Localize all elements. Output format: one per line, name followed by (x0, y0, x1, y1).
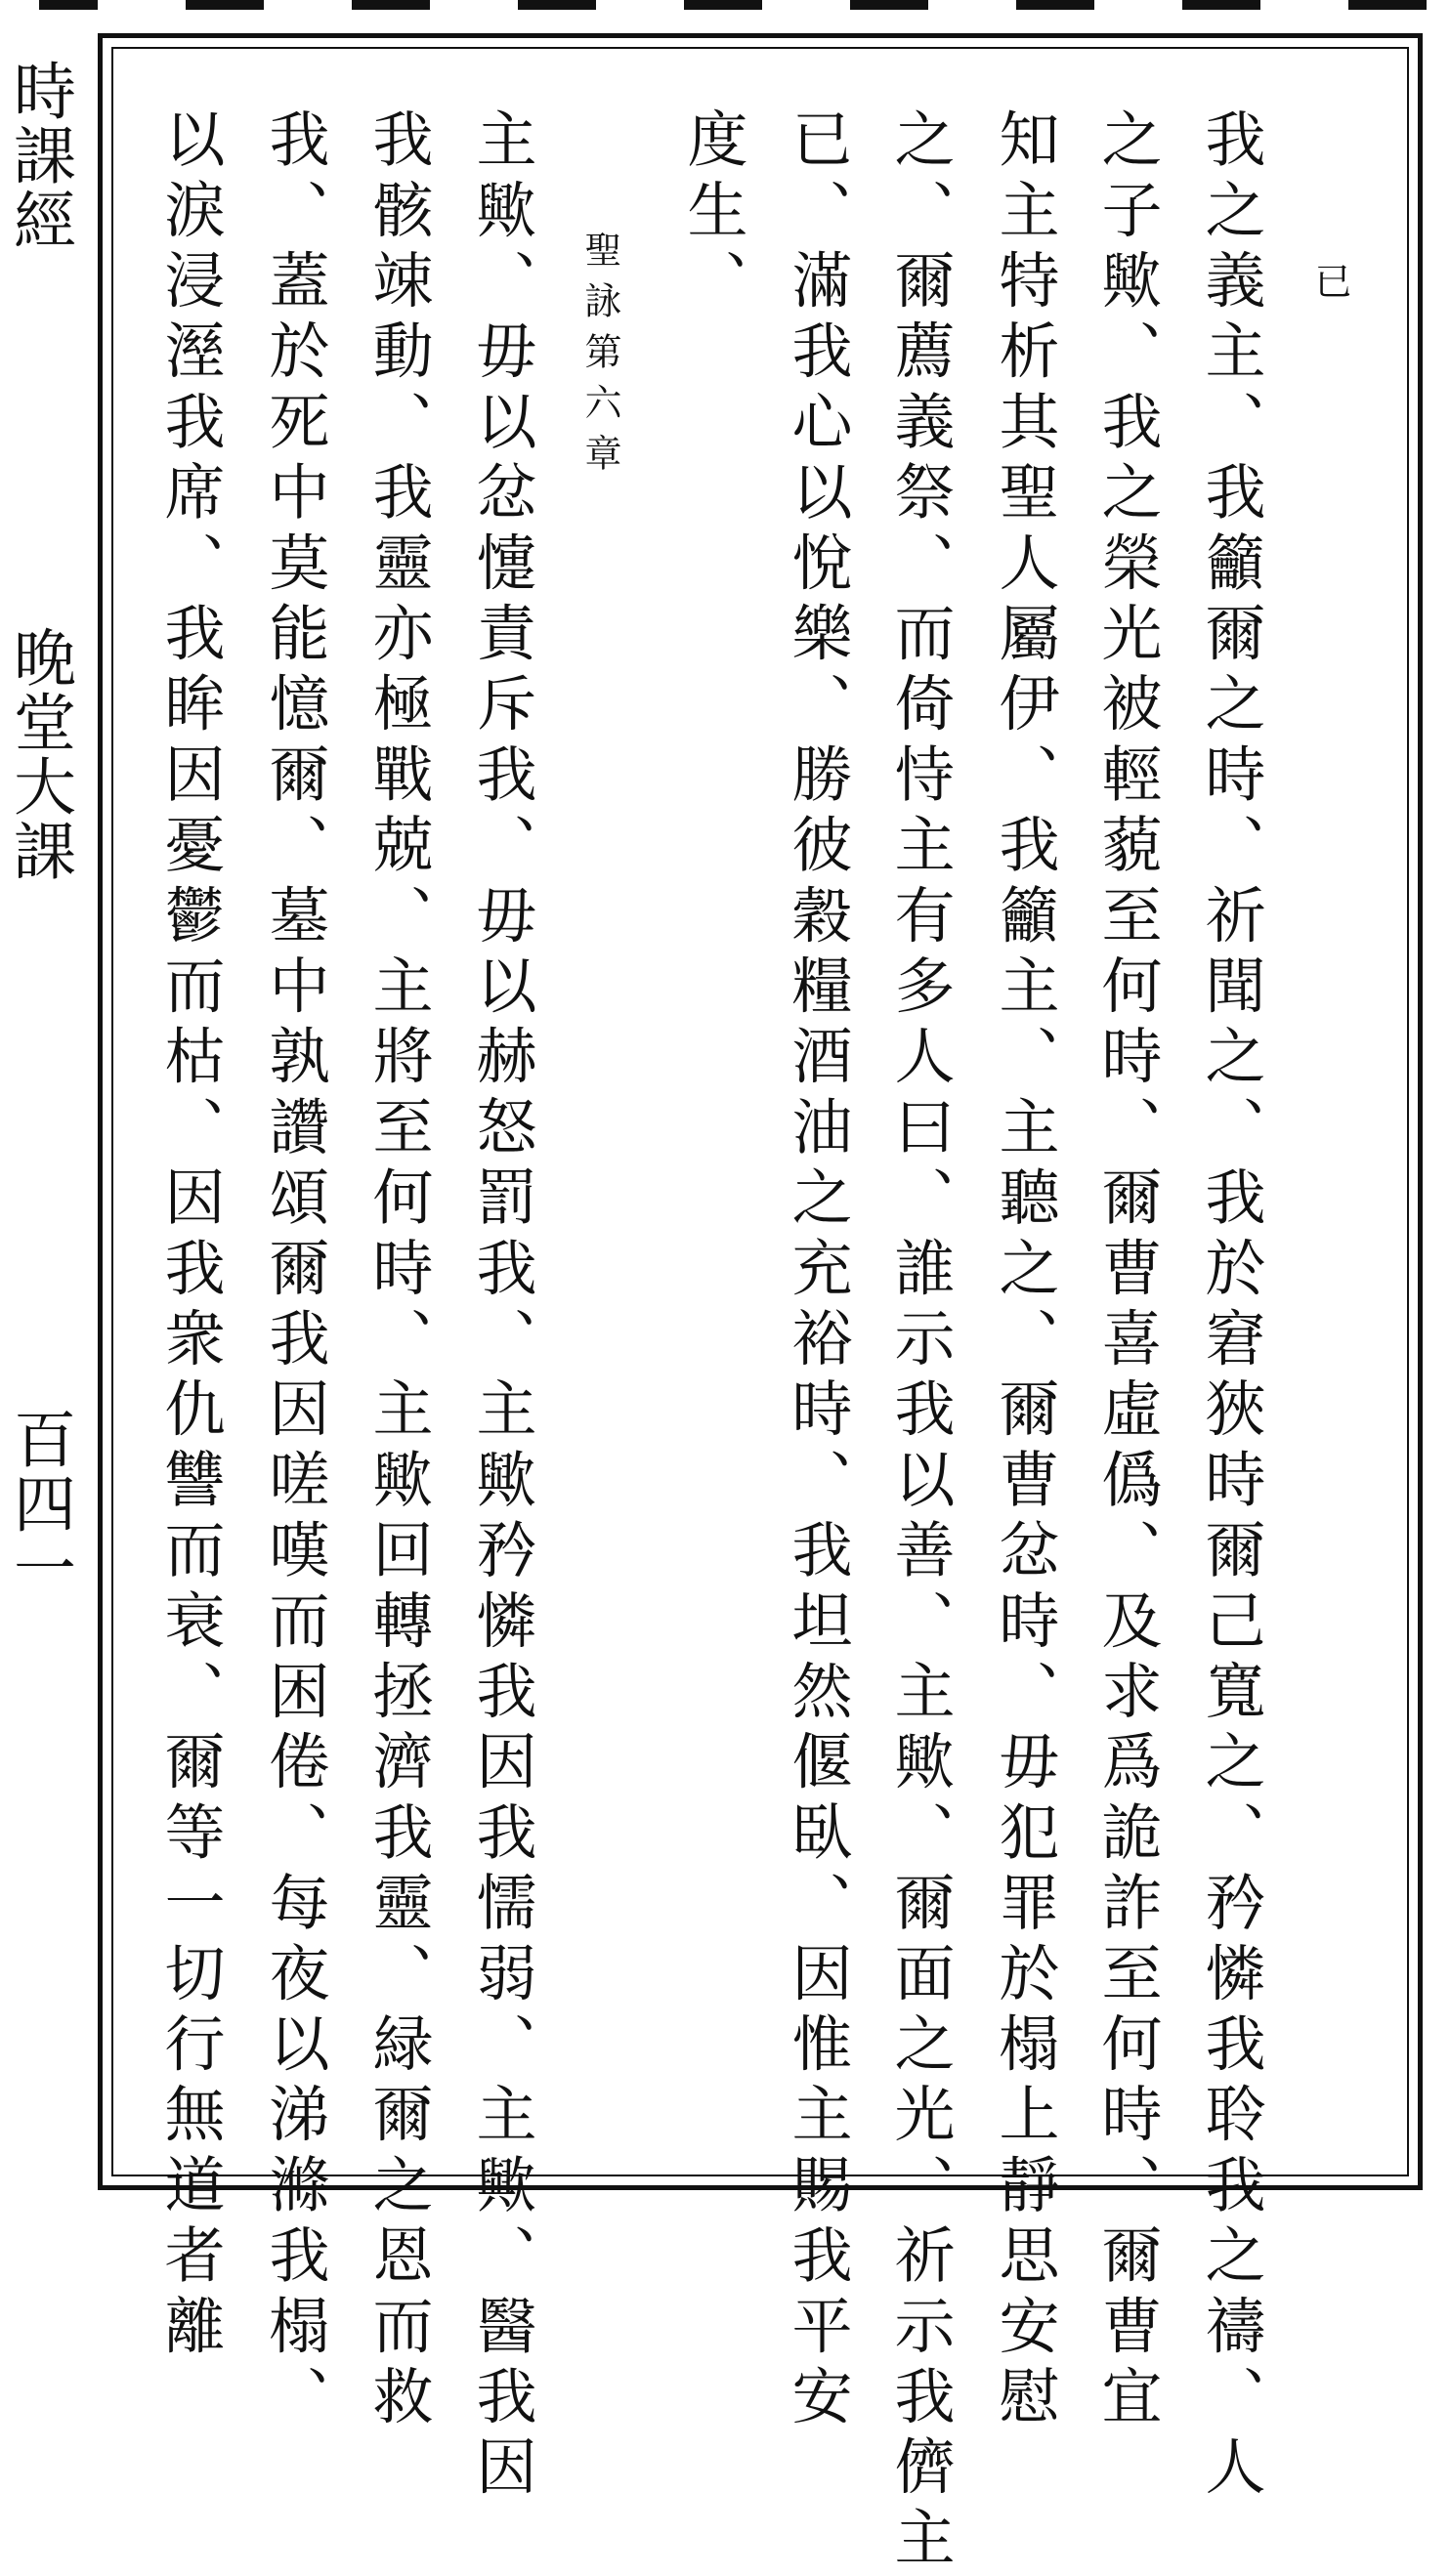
margin-section-title: 晚堂大課 (3, 625, 75, 883)
top-border-decoration (0, 0, 1450, 16)
chapter-heading: 聖詠第六章 (578, 231, 621, 485)
text-column-1: 我之義主、我籲爾之時、祈聞之、我於窘狹時爾己寬之、矜憐我聆我之禱、人 (1195, 107, 1266, 2506)
text-column-4: 之、爾薦義祭、而倚恃主有多人曰、誰示我以善、主歟、爾面之光、祈示我儕主 (884, 107, 956, 2576)
text-column-7: 主歟、毋以忿懥責斥我、毋以赫怒罰我、主歟矜憐我因我懦弱、主歟、醫我因 (466, 107, 537, 2506)
text-column-6: 度生、 (677, 107, 748, 319)
text-column-9: 我、蓋於死中莫能憶爾、墓中孰讚頌爾我因嗟嘆而困倦、每夜以涕滌我榻、 (259, 107, 330, 2435)
text-column-5: 已、滿我心以悅樂、勝彼穀糧酒油之充裕時、我坦然偃臥、因惟主賜我平安 (782, 107, 853, 2435)
text-column-10: 以淚浸溼我席、我眸因憂鬱而枯、因我衆仇讐而衰、爾等一切行無道者離 (154, 107, 226, 2365)
small-mark: 已 (1308, 262, 1351, 299)
text-column-3: 知主特析其聖人屬伊、我籲主、主聽之、爾曹忿時、毋犯罪於榻上靜思安慰 (989, 107, 1060, 2435)
text-column-8: 我骸竦動、我靈亦極戰兢、主將至何時、主歟回轉拯濟我靈、緑爾之恩而救 (362, 107, 434, 2435)
text-column-2: 之子歟、我之榮光被輕藐至何時、爾曹喜虛僞、及求爲詭詐至何時、爾曹宜 (1091, 107, 1163, 2435)
margin-page-number: 百四一 (3, 1407, 75, 1600)
margin-book-title: 時課經 (3, 59, 75, 252)
